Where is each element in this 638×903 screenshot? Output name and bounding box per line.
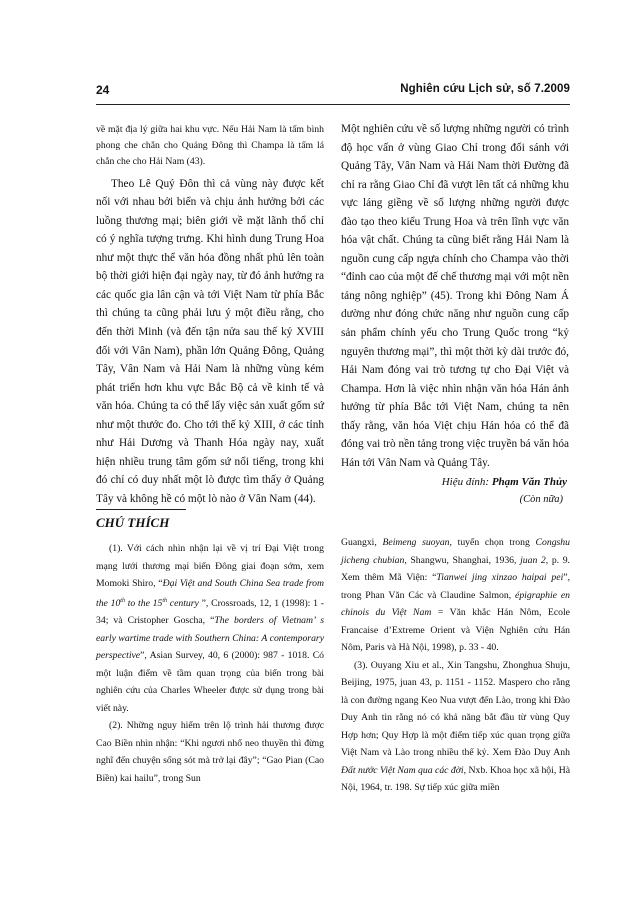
journal-title: Nghiên cứu Lịch sử, số 7.2009 <box>400 83 570 95</box>
footnote-2: (2). Những nguy hiểm trên lộ trình hải thương được Cao Biền nhìn nhận: “Khi ngươi nhổ neo thuyền thì đừng nghĩ đến chuyện sống sót mà trở lại đây”; “Gao Pian (Cao Biền) kai hailu”, trong Sun <box>96 720 324 784</box>
reviser-name: Phạm Văn Thủy <box>491 476 567 489</box>
reviser-line <box>341 473 569 491</box>
left-paragraph-1: về mặt địa lý giữa hai khu vực. Nếu Hải Nam là tấm bình phong che chắn cho Quảng Đông thì Champa là tấm lá chắn che cho Hải Nam (43). <box>96 124 324 168</box>
right-column <box>341 120 569 509</box>
notes-rule <box>96 509 186 510</box>
header-rule <box>96 104 570 105</box>
notes-right-column <box>341 534 570 797</box>
left-paragraph-2: Theo Lê Quý Đôn thì cả vùng này được kết nối với nhau bởi biển và chịu ảnh hưởng bởi các luồng thương mại; biên giới về mặt lãnh thổ chỉ có ý nghĩa tượng trưng. Khi hình dung Trung Hoa như một thực thể văn hóa đồng nhất phủ lên toàn bộ thời giới hiện đại ngày nay, từ đó ảnh hưởng ra các quốc gia lân cận và tới Việt Nam từ phía Bắc thì chúng ta cũng phải lưu ý một điều rằng, cho đến thời Minh (và đến tận nửa sau thế kỷ XVIII đối với Vân Nam), phần lớn Quảng Đông, Quảng Tây, Vân Nam và Hải Nam là những vùng kém phát triển hơn khu vực Bắc Bộ cả về kinh tế và văn hóa. Chúng ta có thể lấy việc sản xuất gốm sứ như một thước đo. Cho tới thế kỷ XIII, ở các tỉnh như Hải Dương và Thanh Hóa ngày nay, xuất hiện nhiều trung tâm gốm sứ nổi tiếng, trong khi đó chỉ có duy nhất một lò được tìm thấy ở Quảng Tây và không hề có một lò nào ở Vân Nam (44). <box>96 177 324 505</box>
notes-left-column <box>96 540 324 787</box>
reviser-label: Hiệu đính: <box>441 476 490 489</box>
footnote-1: (1). Với cách nhìn nhận lại về vị trí Đại Việt trong mạng lưới thương mại biển Đông giai đoạn sớm, xem Momoki Shiro, “Đại Việt and South China Sea trade from the 10th to the 15th century ”, Crossroads, 12, 1 (1998): 1 - 34; và Cristopher Goscha, “The borders of Vietnam’ s early wartime trade with Southern China: A contemporary perspective”, Asian Survey, 40, 6 (2000): 987 - 1018. Có một luận điểm về tầm quan trọng của biển trong bài nghiên cứu của Charles Wheeler được sử dụng trong bài viết này. <box>96 543 324 714</box>
footnote-2-continued: Guangxi, Beimeng suoyan, tuyển chọn trong Congshu jicheng chubian, Shangwu, Shanghai, 1936, juan 2, p. 9. Xem thêm Mã Viện: “Tianwei jing xinzao haipai pei”, trong Phan Văn Các và Claudine Salmon, épigraphie en chinois du Việt Nam = Văn khắc Hán Nôm, Ecole Francaise d’Extreme Orient và Viện Nghiên cứu Hán Nôm, Paris và Hà Nội, 1998), p. 33 - 40. <box>341 537 570 653</box>
footnote-3: (3). Ouyang Xiu et al., Xin Tangshu, Zhonghua Shuju, Beijing, 1975, juan 43, p. 1151 - 1152. Maspero cho rằng là con đường ngang Keo Nua vượt đến Lào, trong khi Đào Duy Anh tin rằng nó có khả năng bắt đầu từ vùng Quy Hợp hơn; Quy Hợp là một điểm tiếp xúc quan trọng giữa Việt Nam và Lào trong nhiều thế kỷ. Xem Đào Duy Anh Đất nước Việt Nam qua các đời, Nxb. Khoa học xã hội, Hà Nội, 1964, tr. 198. Sự tiếp xúc giữa miền <box>341 659 570 793</box>
page-number: 24 <box>96 83 110 97</box>
left-column <box>96 122 324 508</box>
running-header <box>96 83 570 101</box>
continued-note: (Còn nữa) <box>519 494 563 506</box>
right-paragraph-1: Một nghiên cứu về số lượng những người có trình độ học vấn ở vùng Giao Chỉ trong đối sánh với Quảng Tây, Vân Nam và Hải Nam thời Đường đã chỉ ra rằng Giao Chỉ đã vượt lên tất cả những khu vực láng giềng về số lượng những người được đào tạo theo kiểu Trung Hoa và trên lĩnh vực văn hóa vật chất. Chúng ta cũng biết rằng Hải Nam là nguồn cung cấp ngựa chính cho Champa vào thời “đỉnh cao của một đế chế thương mại với một nền tảng nông nghiệp” (45). Trong khi Đông Nam Á dường như đóng chức năng như nguồn cung cấp sản phẩm chính yếu cho Trung Quốc trong “kỷ nguyên thương mại”, thì một thời kỳ dài trước đó, Hải Nam đóng vai trò tương tự cho Đại Việt và Champa. Hơn là việc nhìn nhận văn hóa Hán ảnh hưởng từ phía Bắc tới Việt Nam, chúng ta nên thấy rằng, văn hóa Việt chịu Hán hóa có thể đã đóng vai trò nền tảng trong việc truyền bá văn hóa Hán tới Vân Nam và Quảng Tây. <box>341 123 569 469</box>
notes-title: CHÚ THÍCH <box>96 515 170 530</box>
